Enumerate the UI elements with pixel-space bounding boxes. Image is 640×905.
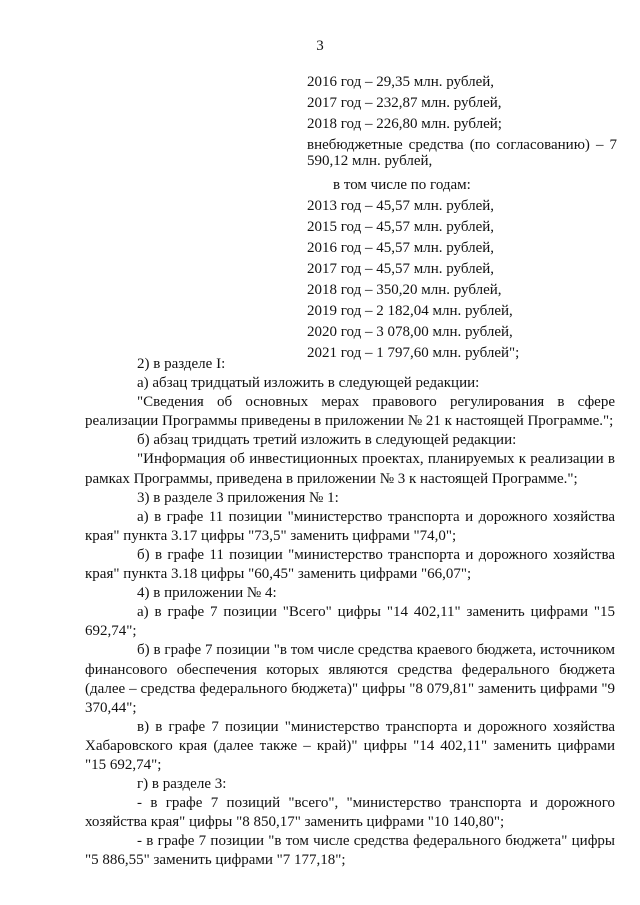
funding-line: 2016 год – 45,57 млн. рублей, bbox=[307, 240, 495, 256]
funding-line: 2017 год – 232,87 млн. рублей, bbox=[307, 95, 502, 111]
main-text bbox=[85, 355, 615, 871]
funding-line: 2021 год – 1 797,60 млн. рублей"; bbox=[307, 345, 520, 361]
funding-line: 2018 год – 350,20 млн. рублей, bbox=[307, 282, 502, 298]
funding-line: 2017 год – 45,57 млн. рублей, bbox=[307, 261, 495, 277]
paragraph: б) в графе 7 позиции "в том числе средства краевого бюджета, источником финансового обеспечения которых являются средства федерального бюджета (далее – средства федерального бюджета)" цифры "8 079,81" заменить цифрами "9 370,44"; bbox=[85, 642, 615, 716]
paragraph: 2) в разделе I: bbox=[137, 356, 226, 372]
paragraph: - в графе 7 позиции "в том числе средства федерального бюджета" цифры "5 886,55" заменить цифрами "7 177,18"; bbox=[85, 833, 615, 869]
paragraph: "Сведения об основных мерах правового регулирования в сфере реализации Программы приведены в приложении № 21 к настоящей Программе."; bbox=[85, 394, 615, 430]
funding-line: 2018 год – 226,80 млн. рублей; bbox=[307, 116, 502, 132]
paragraph: а) в графе 7 позиции "Всего" цифры "14 402,11" заменить цифрами "15 692,74"; bbox=[85, 604, 615, 640]
funding-block bbox=[307, 72, 617, 364]
funding-line: 2020 год – 3 078,00 млн. рублей, bbox=[307, 324, 513, 340]
paragraph: б) абзац тридцать третий изложить в следующей редакции: bbox=[137, 432, 517, 449]
paragraph: в) в графе 7 позиции "министерство транспорта и дорожного хозяйства Хабаровского края (далее также – край)" цифры "14 402,11" заменить цифрами "15 692,74"; bbox=[85, 718, 615, 773]
funding-line: 2019 год – 2 182,04 млн. рублей, bbox=[307, 303, 513, 319]
paragraph: а) абзац тридцатый изложить в следующей редакции: bbox=[137, 375, 480, 392]
extrabudget-line: внебюджетные средства (по согласованию) – 7 590,12 млн. рублей, bbox=[307, 137, 617, 169]
paragraph: б) в графе 11 позиции "министерство транспорта и дорожного хозяйства края" пункта 3.18 цифры "60,45" заменить цифрами "66,07"; bbox=[85, 546, 615, 583]
paragraph: г) в разделе 3: bbox=[137, 776, 227, 793]
funding-line: 2013 год – 45,57 млн. рублей, bbox=[307, 198, 495, 214]
paragraph: 4) в приложении № 4: bbox=[137, 585, 277, 602]
paragraph: а) в графе 11 позиции "министерство транспорта и дорожного хозяйства края" пункта 3.17 цифры "73,5" заменить цифрами "74,0"; bbox=[85, 508, 615, 544]
paragraph: - в графе 7 позиций "всего", "министерство транспорта и дорожного хозяйства края" цифры "8 850,17" заменить цифрами "10 140,80"; bbox=[85, 795, 615, 831]
funding-line: 2016 год – 29,35 млн. рублей, bbox=[307, 74, 495, 90]
paragraph: "Информация об инвестиционных проектах, планируемых к реализации в рамках Программы, приведена в приложении № 3 к настоящей Программе."; bbox=[85, 451, 615, 487]
paragraph: 3) в разделе 3 приложения № 1: bbox=[137, 489, 339, 506]
funding-line: 2015 год – 45,57 млн. рублей, bbox=[307, 219, 495, 235]
page-number: 3 bbox=[316, 38, 324, 54]
funding-subhead: в том числе по годам: bbox=[333, 177, 471, 193]
